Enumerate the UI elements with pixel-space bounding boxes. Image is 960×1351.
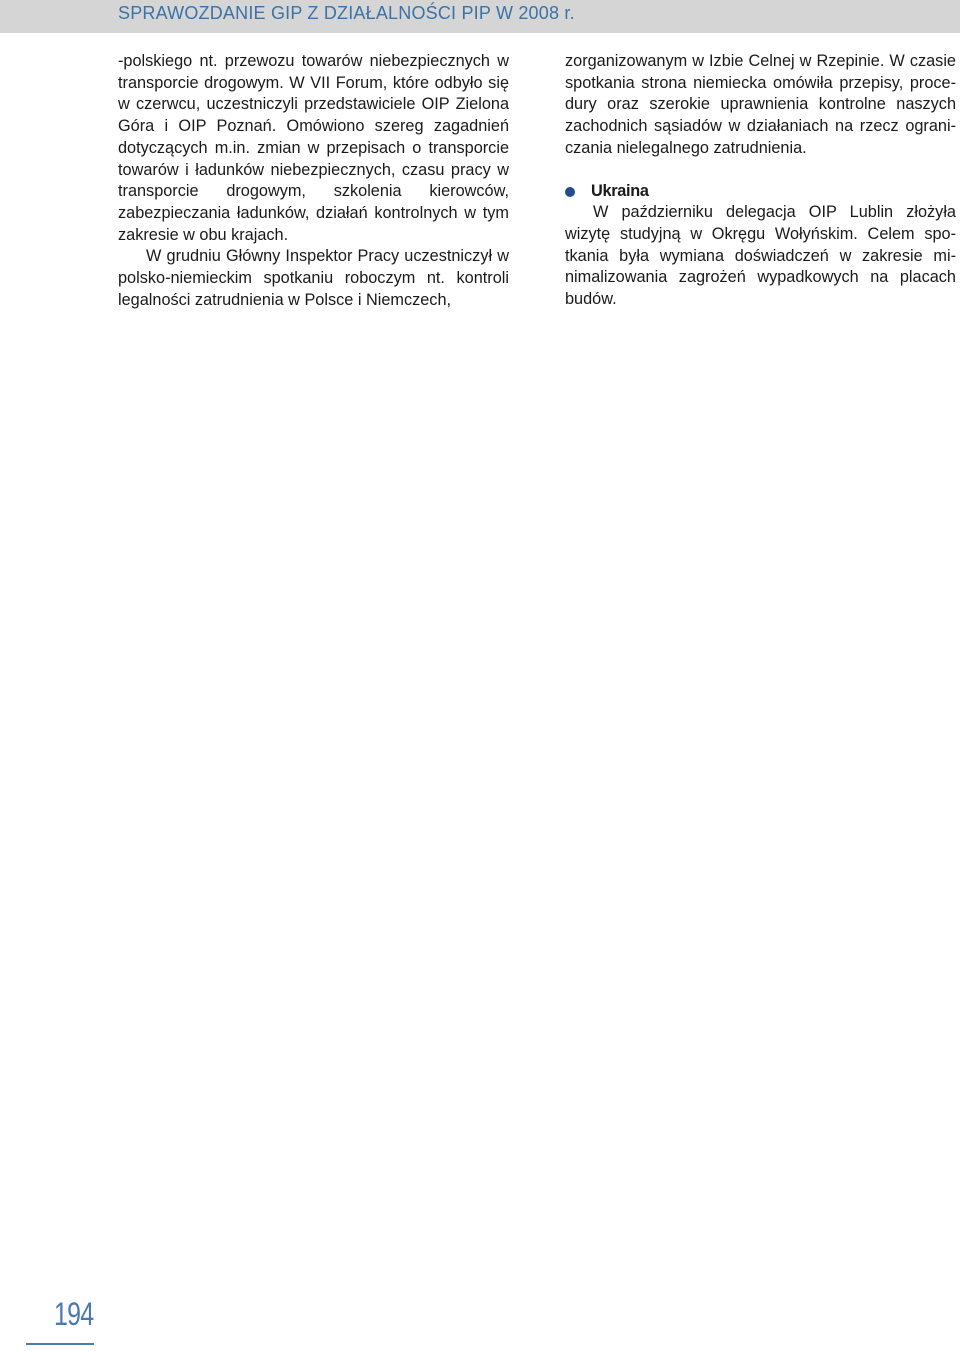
- section-heading-ukraina: [565, 181, 956, 203]
- left-paragraph-2: W grudniu Główny Inspektor Pracy uczestniczył w polsko-niemieckim spotkaniu roboczym nt. kontroli legalności zatrudnienia w Polsce i Niemczech,: [118, 247, 509, 309]
- left-paragraph-1: -polskiego nt. przewozu towarów niebezpiecznych w transporcie drogowym. W VII Forum, które odbyło się w czerwcu, uczestniczyli przedstawiciele OIP Zielona Góra i OIP Poznań. Omówiono szereg zagadnień dotyczących m.in. zmian w przepisach o transporcie towarów i ładunków niebezpiecznych, czasu pracy w transporcie drogowym, szkolenia kierowców, zabezpieczania ładunków, działań kontrolnych w tym zakresie w obu krajach.: [118, 52, 509, 244]
- right-text-column: [565, 51, 956, 311]
- running-header-bar: [0, 0, 960, 33]
- right-paragraph-1: zorganizowanym w Izbie Celnej w Rzepinie. W czasie spotkania strona niemiecka omówiła przepisy, procedury oraz szerokie uprawnienia kontrolne naszych zachodnich sąsiadów w działaniach na rzecz ograniczania nielegalnego zatrudnienia.: [565, 52, 956, 157]
- left-text-column: [118, 51, 509, 311]
- running-header-title: SPRAWOZDANIE GIP Z DZIAŁALNOŚCI PIP W 2008 r.: [118, 3, 575, 23]
- bullet-icon: [565, 187, 575, 197]
- right-paragraph-2: W październiku delegacja OIP Lublin złożyła wizytę studyjną w Okręgu Wołyńskim. Celem spotkania była wymiana doświadczeń w zakresie minimalizowania zagrożeń wypadkowych na placach budów.: [565, 203, 956, 309]
- section-heading-text: Ukraina: [591, 181, 649, 200]
- page-number: 194: [54, 1296, 94, 1332]
- page-number-rule: [26, 1343, 94, 1345]
